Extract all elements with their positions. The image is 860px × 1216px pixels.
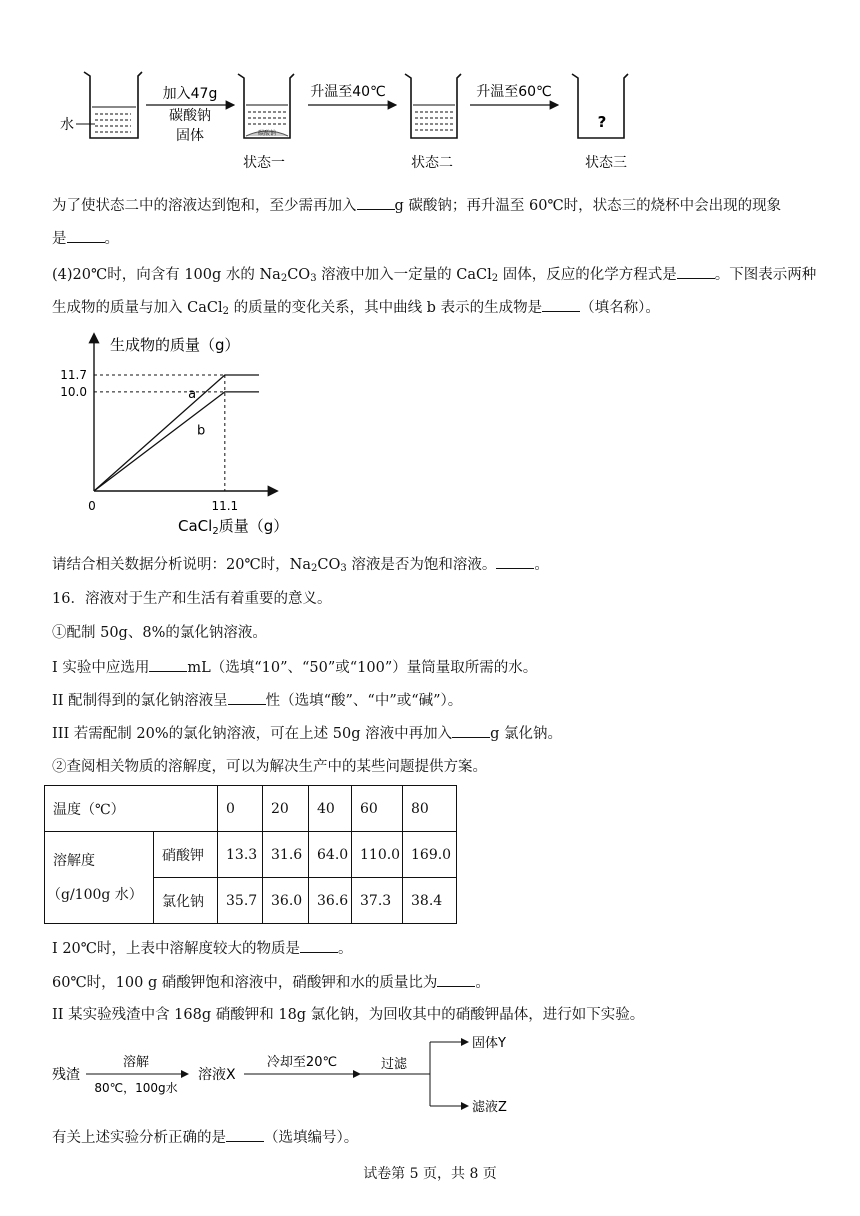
temp-header: 温度（℃） <box>45 786 218 832</box>
flow-step3: 过滤 <box>380 1057 408 1072</box>
step3-text: 升温至60℃ <box>476 84 552 100</box>
value-cell: 64.0 <box>309 832 352 878</box>
step1-text-1: 加入47g <box>162 86 218 102</box>
beaker-state1 <box>238 74 294 138</box>
flow-start: 残渣 <box>52 1067 80 1083</box>
value-cell: 38.4 <box>403 878 457 924</box>
state1-label: 状态一 <box>243 155 285 171</box>
answer-blank[interactable] <box>300 938 338 953</box>
q16-title: 16．溶液对于生产和生活有着重要的意义。 <box>52 591 332 607</box>
flow-step1-top: 溶解 <box>122 1055 150 1070</box>
table-row <box>45 832 457 878</box>
temp-cell: 20 <box>263 786 309 832</box>
value-cell: 31.6 <box>263 832 309 878</box>
flow-out2: 滤液Z <box>472 1100 507 1115</box>
answer-blank[interactable] <box>226 1127 264 1142</box>
solubility-table <box>44 785 457 924</box>
table-row <box>45 786 457 832</box>
page-footer: 试卷第 5 页，共 8 页 <box>363 1166 497 1182</box>
answer-blank[interactable] <box>357 195 395 210</box>
solid-label: 碳酸钠 <box>257 130 277 137</box>
value-cell: 36.0 <box>263 878 309 924</box>
temp-cell: 60 <box>352 786 403 832</box>
answer-blank[interactable] <box>677 264 715 279</box>
y-axis-label: 生成物的质量（g） <box>110 336 240 354</box>
origin-label: 0 <box>88 499 96 513</box>
state3-question-mark: ? <box>597 113 607 131</box>
q4-line1: (4)20℃时，向含有 100g 水的 $Na_2CO_3$ 溶液中加入一定量的 CaCl$_2$ 固体，反应的化学方程式是 。下图表示两种 <box>52 264 816 289</box>
row-name-kno3: 硝酸钾 <box>154 832 218 878</box>
value-cell: 36.6 <box>309 878 352 924</box>
beaker-state2 <box>405 74 461 138</box>
answer-blank[interactable] <box>149 657 187 672</box>
step2-text: 升温至40℃ <box>310 84 386 100</box>
flow-step1-bottom: 80℃，100g水 <box>94 1081 178 1095</box>
q3-line2: 是 。 <box>52 228 119 249</box>
recovery-flow-diagram <box>48 1032 548 1122</box>
q16-ii: II 配制得到的氯化钠溶液呈 性（选填“酸”、“中”或“碱”）。 <box>52 690 462 711</box>
series-b-label: b <box>196 423 206 439</box>
temp-cell: 80 <box>403 786 457 832</box>
answer-blank[interactable] <box>67 228 105 243</box>
value-cell: 37.3 <box>352 878 403 924</box>
q4-line2: 生成物的质量与加入 CaCl$_2$ 的质量的变化关系，其中曲线 b 表示的生成物是 （填名称）。 <box>52 297 660 322</box>
answer-blank[interactable] <box>437 972 475 987</box>
answer-blank[interactable] <box>452 723 490 738</box>
q16-part1: ①配制 50g、8%的氯化钠溶液。 <box>52 625 267 641</box>
q16-iii: III 若需配制 20%的氯化钠溶液，可在上述 50g 溶液中再加入 g 氯化钠。 <box>52 723 562 744</box>
q16-part2: ②查阅相关物质的溶解度，可以为解决生产中的某些问题提供方案。 <box>52 759 487 775</box>
value-cell: 35.7 <box>218 878 263 924</box>
q16b-line2: 60℃时，100 g 硝酸钾饱和溶液中，硝酸钾和水的质量比为 。 <box>52 972 490 993</box>
q16b-line3: II 某实验残渣中含 168g 硝酸钾和 18g 氯化钠，为回收其中的硝酸钾晶体，进行如下实验。 <box>52 1007 645 1023</box>
q3-line1: 为了使状态二中的溶液达到饱和，至少需再加入 g 碳酸钠；再升温至 60℃时，状态三的烧杯中会出现的现象 <box>52 195 781 216</box>
answer-blank[interactable] <box>542 297 580 312</box>
beaker-process-diagram <box>40 60 680 185</box>
q16b-line1: I 20℃时，上表中溶解度较大的物质是 。 <box>52 938 353 959</box>
flow-step2: 冷却至20℃ <box>266 1055 338 1070</box>
y-tick-11-7: 11.7 <box>60 368 87 382</box>
water-label: 水 <box>60 117 74 133</box>
value-cell: 110.0 <box>352 832 403 878</box>
step1-text-2: 碳酸钠 <box>169 108 211 124</box>
series-b-line <box>94 392 259 491</box>
value-cell: 13.3 <box>218 832 263 878</box>
temp-cell: 40 <box>309 786 352 832</box>
q16-i: I 实验中应选用 mL（选填“10”、“50”或“100”）量筒量取所需的水。 <box>52 657 537 678</box>
state2-label: 状态二 <box>411 155 453 171</box>
temp-cell: 0 <box>218 786 263 832</box>
step1-text-3: 固体 <box>176 128 204 144</box>
flow-out1: 固体Y <box>472 1036 506 1051</box>
answer-blank[interactable] <box>496 554 534 569</box>
beaker-water <box>84 72 142 138</box>
x-axis-label: CaCl$_2$质量（g） <box>178 517 289 537</box>
q4-line3: 请结合相关数据分析说明：20℃时，$Na_2CO_3$ 溶液是否为饱和溶液。 。 <box>52 554 549 579</box>
x-tick-11-1: 11.1 <box>211 499 239 513</box>
value-cell: 169.0 <box>403 832 457 878</box>
solubility-header: 溶解度 （g/100g 水） <box>45 832 154 924</box>
product-mass-chart <box>50 325 310 540</box>
answer-blank[interactable] <box>228 690 266 705</box>
q16c-line: 有关上述实验分析正确的是 （选填编号）。 <box>52 1127 358 1148</box>
y-tick-10-0: 10.0 <box>60 384 87 399</box>
state3-label: 状态三 <box>585 155 627 171</box>
row-name-nacl: 氯化钠 <box>154 878 218 924</box>
flow-mid: 溶液X <box>198 1067 236 1083</box>
series-a-label: a <box>188 387 197 402</box>
